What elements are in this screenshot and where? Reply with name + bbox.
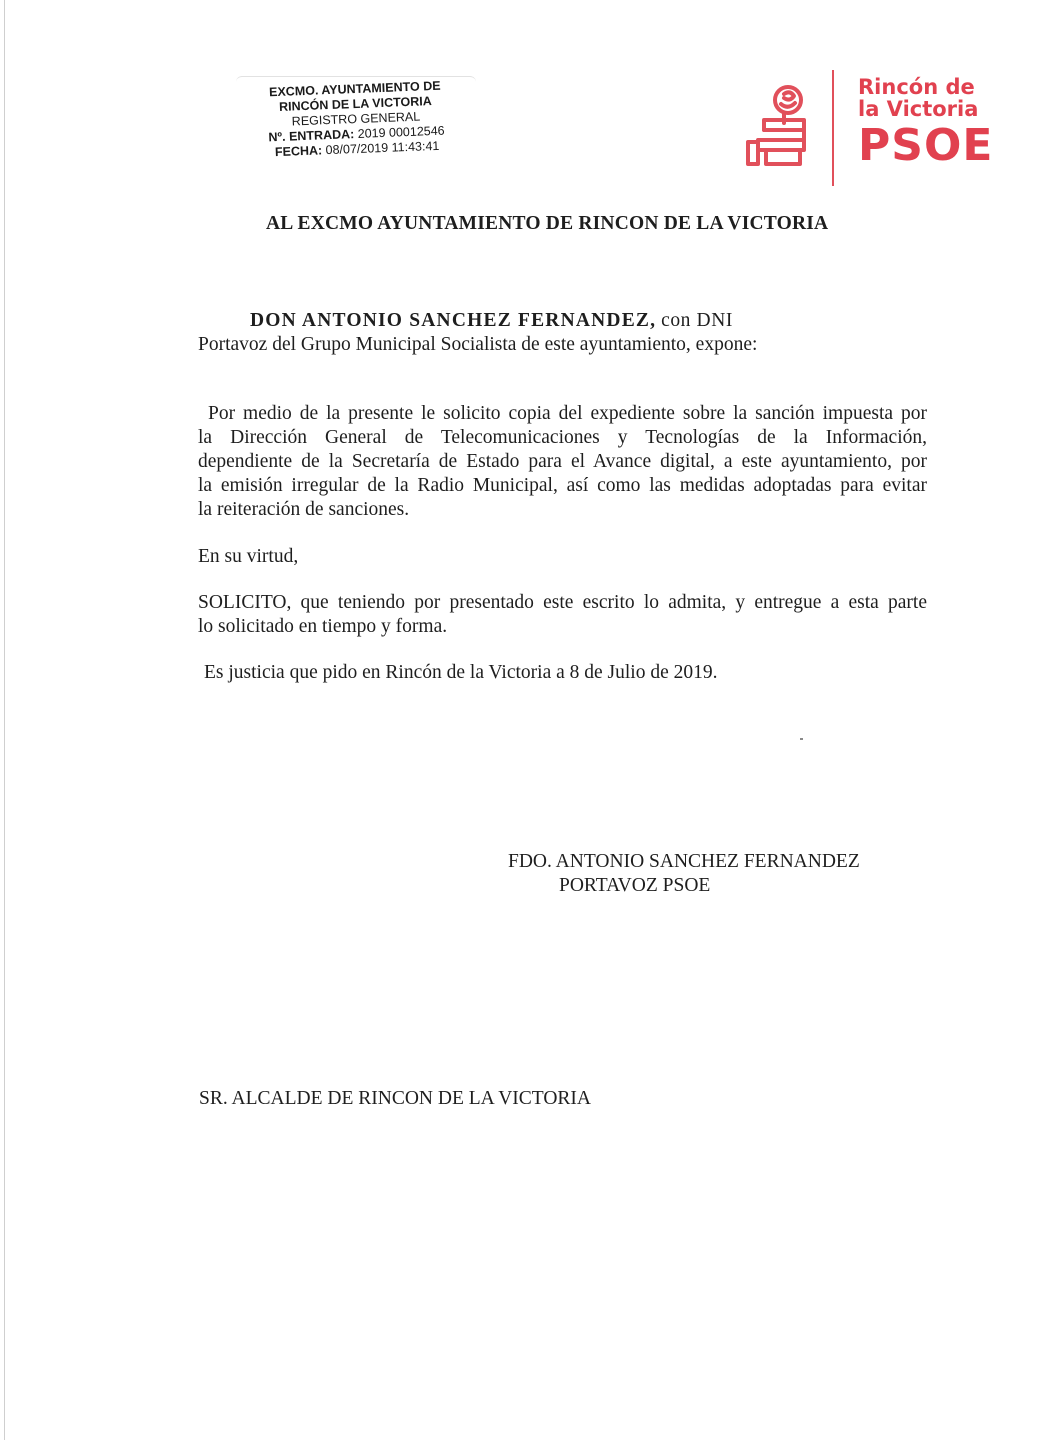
body-paragraph bbox=[198, 402, 927, 522]
body-line: la emisión irregular de la Radio Municipal, así como las medidas adoptadas para evitar bbox=[198, 475, 927, 496]
document-heading: AL EXCMO AYUNTAMIENTO DE RINCON DE LA VICTORIA bbox=[266, 213, 829, 234]
applicant-dni: con DNI bbox=[661, 310, 733, 331]
stamp-date-label: FECHA: bbox=[274, 143, 323, 160]
logo-divider bbox=[832, 70, 834, 186]
body-line: la reiteración de sanciones. bbox=[198, 499, 410, 520]
logo-party-name: PSOE bbox=[858, 120, 994, 171]
stamp-text bbox=[247, 78, 466, 161]
body-line: Por medio de la presente le solicito copia del expediente sobre la sanción impuesta por bbox=[208, 403, 927, 424]
stamp-date-value: 08/07/2019 11:43:41 bbox=[325, 138, 440, 158]
solicito-line: lo solicitado en tiempo y forma. bbox=[198, 616, 448, 637]
intro-line-1 bbox=[250, 309, 733, 333]
stamp-line-3: REGISTRO GENERAL bbox=[291, 109, 421, 129]
logo-city-line-1: Rincón de bbox=[858, 75, 975, 99]
signature-role: PORTAVOZ PSOE bbox=[559, 875, 711, 896]
psoe-logo bbox=[744, 70, 994, 188]
page-edge bbox=[4, 0, 5, 1440]
logo-city-line-2: la Victoria bbox=[858, 97, 979, 121]
stamp-entry-label: Nº. ENTRADA: bbox=[268, 127, 355, 145]
signature-name: FDO. ANTONIO SANCHEZ FERNANDEZ bbox=[508, 851, 860, 872]
virtud-line: En su virtud, bbox=[198, 546, 299, 567]
addressee: SR. ALCALDE DE RINCON DE LA VICTORIA bbox=[199, 1088, 591, 1109]
registry-stamp bbox=[236, 76, 476, 194]
stamp-line-1: EXCMO. AYUNTAMIENTO DE bbox=[268, 78, 441, 100]
scan-speck bbox=[800, 738, 803, 740]
applicant-role: Portavoz del Grupo Municipal Socialista de este ayuntamiento, expone: bbox=[198, 334, 758, 355]
fist-and-rose-icon bbox=[744, 80, 814, 170]
solicito-paragraph bbox=[198, 591, 927, 639]
applicant-name: DON ANTONIO SANCHEZ FERNANDEZ, bbox=[250, 310, 657, 331]
logo-wordmark bbox=[858, 76, 993, 170]
body-line: dependiente de la Secretaría de Estado para el Avance digital, a este ayuntamiento, por bbox=[198, 451, 927, 472]
body-line: la Dirección General de Telecomunicaciones y Tecnologías de la Información, bbox=[198, 427, 927, 448]
stamp-entry-value: 2019 00012546 bbox=[357, 123, 445, 141]
justicia-line: Es justicia que pido en Rincón de la Victoria a 8 de Julio de 2019. bbox=[204, 662, 718, 683]
solicito-line: SOLICITO, que teniendo por presentado este escrito lo admita, y entregue a esta parte bbox=[198, 592, 927, 613]
stamp-line-2: RINCÓN DE LA VICTORIA bbox=[278, 94, 433, 114]
